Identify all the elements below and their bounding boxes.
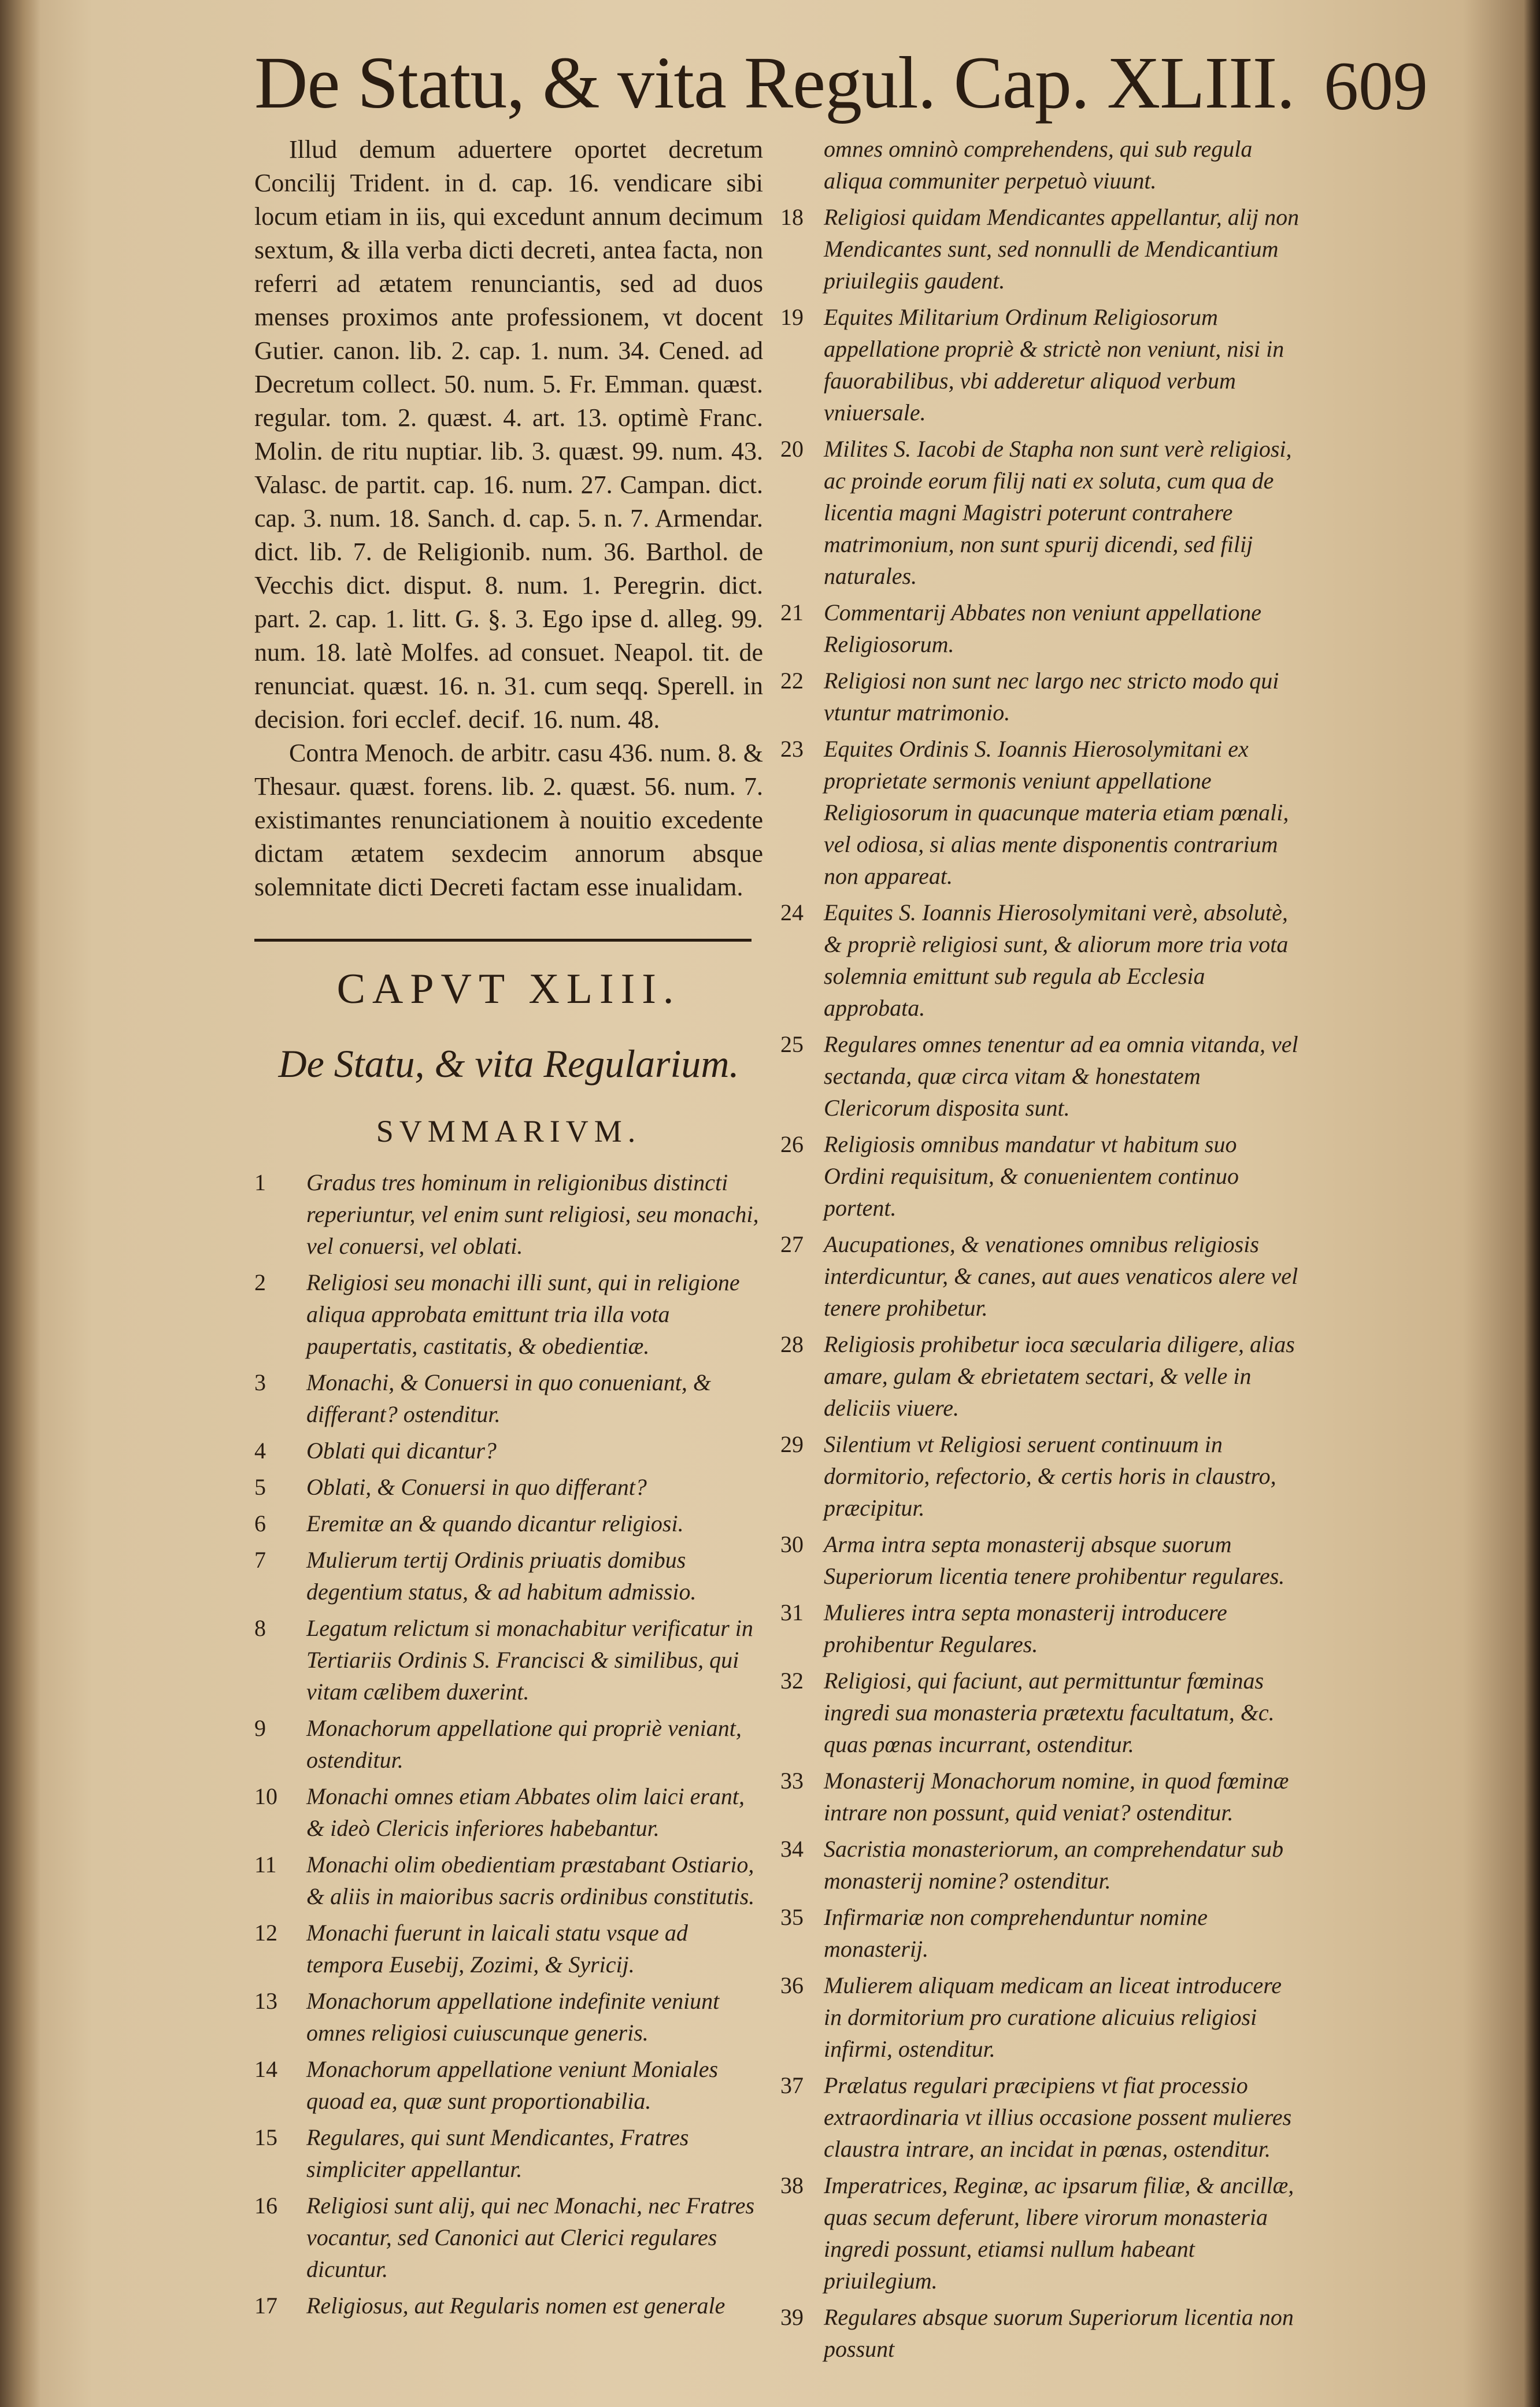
summary-item-text: Monachorum appellatione qui propriè veniant, ostenditur. <box>306 1715 742 1773</box>
summary-item-text: Infirmariæ non comprehenduntur nomine monasterij. <box>824 1904 1208 1962</box>
summary-item <box>254 1917 763 1980</box>
summary-item-number: 27 <box>780 1231 804 1257</box>
summary-item <box>254 1985 763 2049</box>
intro-paragraph: Illud demum aduertere oportet decretum Concilij Trident. in d. cap. 16. vendicare sibi locum etiam in iis, qui excedunt annum decimum sextum, & illa verba dicti decreti, antea facta, non referri ad ætatem renunciantis, sed ad duos menses proximos ante professionem, vt docent Gutier. canon. lib. 2. cap. 1. num. 34. Cened. ad Decretum collect. 50. num. 5. Fr. Emman. quæst. regular. tom. 2. quæst. 4. art. 13. optimè Franc. Molin. de ritu nuptiar. lib. 3. quæst. 99. num. 43. Valasc. de partit. cap. 16. num. 27. Campan. dict. cap. 3. num. 18. Sanch. d. cap. 5. n. 7. Armendar. dict. lib. 7. de Religionib. num. 36. Barthol. de Vecchis dict. disput. 8. num. 1. Peregrin. dict. part. 2. cap. 1. litt. G. §. 3. Ego ipse d. alleg. 99. num. 18. latè Molfes. ad consuet. Neapol. tit. de renunciat. quæst. 16. n. 31. cum seqq. Sperell. in decision. fori ecclef. decif. 16. num. 48. <box>254 135 763 734</box>
summary-item-text: Regulares absque suorum Superiorum licentia non possunt <box>824 2304 1294 2362</box>
summary-item-text: Monachi fuerunt in laicali statu vsque ad tempora Eusebij, Zozimi, & Syricij. <box>306 1920 688 1978</box>
summary-item-text: Arma intra septa monasterij absque suorum Superiorum licentia tenere prohibentur regulares. <box>824 1531 1285 1589</box>
summary-item-number: 37 <box>780 2072 804 2098</box>
summary-item <box>254 1612 763 1708</box>
summary-item-text: Monachi, & Conuersi in quo conueniant, & differant? ostenditur. <box>306 1369 711 1427</box>
summary-item <box>780 2069 1301 2165</box>
section-rule <box>254 939 752 942</box>
summary-list-left <box>254 1167 763 2321</box>
summary-item <box>780 2301 1301 2365</box>
summary-item <box>780 665 1301 728</box>
summary-item <box>254 1435 763 1467</box>
summary-item-text: Sacristia monasteriorum, an comprehendatur sub monasterij nomine? ostenditur. <box>824 1836 1284 1894</box>
summary-item-number: 23 <box>780 736 804 762</box>
summary-item-text: Silentium vt Religiosi seruent continuum in dormitorio, refectorio, & certis horis in claustro, præcipitur. <box>824 1431 1276 1521</box>
summary-item-text: Religiosi quidam Mendicantes appellantur, alij non Mendicantes sunt, sed nonnulli de Mendicantium priuilegiis gaudent. <box>824 204 1300 294</box>
summary-item-text: Regulares omnes tenentur ad ea omnia vitanda, vel sectanda, quæ circa vitam & honestatem Clericorum disposita sunt. <box>824 1031 1298 1121</box>
continuation-text: omnes omninò comprehendens, qui sub regula aliqua communiter perpetuò viuunt. <box>824 136 1253 194</box>
summary-item <box>780 1428 1301 1524</box>
summary-item <box>780 2169 1301 2297</box>
summary-item-number: 39 <box>780 2304 804 2330</box>
running-head <box>254 40 1428 145</box>
summary-item-text: Religiosi, qui faciunt, aut permittuntur fœminas ingredi sua monasteria prætextu facultatum, &c. quas pœnas incurrant, ostenditur. <box>824 1668 1275 1757</box>
summary-item-number: 16 <box>254 2193 277 2219</box>
summary-item-text: Eremitæ an & quando dicantur religiosi. <box>306 1510 684 1536</box>
summary-item-text: Equites Ordinis S. Ioannis Hierosolymitani ex proprietate sermonis veniunt appellatione Religiosorum in quacunque materia etiam pœnali, vel odiosa, si alias mente disponentis contrarium non appareat. <box>824 736 1289 889</box>
summary-item-text: Religiosis omnibus mandatur vt habitum suo Ordini requisitum, & conuenientem continuo portent. <box>824 1131 1239 1221</box>
right-column <box>780 133 1301 2369</box>
summary-item-text: Religiosis prohibetur ioca sæcularia diligere, alias amare, gulam & ebrietatem sectari, & velle in deliciis viuere. <box>824 1331 1295 1421</box>
summary-item <box>780 1028 1301 1124</box>
summary-item-number: 38 <box>780 2172 804 2198</box>
summary-item-text: Mulierem aliquam medicam an liceat introducere in dormitorium pro curatione alicuius religiosi infirmi, ostenditur. <box>824 1972 1282 2062</box>
summary-item-number: 14 <box>254 2056 277 2082</box>
summarium-heading: SVMMARIVM. <box>376 1114 642 1149</box>
summary-item-number: 20 <box>780 436 804 462</box>
summary-item <box>780 897 1301 1024</box>
summary-item-number: 30 <box>780 1531 804 1557</box>
summary-continuation <box>780 133 1301 197</box>
summary-item-text: Monasterij Monachorum nomine, in quod fœminæ intrare non possunt, quid veniat? ostenditur. <box>824 1768 1289 1825</box>
summary-item-number: 21 <box>780 599 804 625</box>
summary-item-text: Religiosi non sunt nec largo nec stricto modo qui vtuntur matrimonio. <box>824 668 1279 725</box>
summary-item <box>254 1849 763 1912</box>
summary-list-right <box>780 201 1301 2365</box>
summary-item-number: 13 <box>254 1988 277 2014</box>
summary-item-text: Mulierum tertij Ordinis priuatis domibus degentium status, & ad habitum admissio. <box>306 1547 697 1605</box>
summary-item-text: Gradus tres hominum in religionibus distincti reperiuntur, vel enim sunt religiosi, seu monachi, vel conuersi, vel oblati. <box>306 1169 759 1259</box>
summary-item-number: 19 <box>780 304 804 330</box>
summary-item-text: Equites S. Ioannis Hierosolymitani verè, absolutè, & propriè religiosi sunt, & aliorum more tria vota solemnia emittunt sub regula ab Ecclesia approbata. <box>824 899 1289 1021</box>
summary-item-number: 1 <box>254 1169 266 1195</box>
summary-item <box>254 1471 763 1503</box>
summary-item <box>254 1508 763 1539</box>
summary-item-number: 36 <box>780 1972 804 1998</box>
summary-item-number: 33 <box>780 1768 804 1794</box>
summary-item <box>254 2121 763 2185</box>
summary-item <box>780 1765 1301 1828</box>
summary-item-number: 5 <box>254 1474 266 1500</box>
summary-item <box>780 1328 1301 1424</box>
summary-item-number: 2 <box>254 1269 266 1295</box>
summary-item-text: Regulares, qui sunt Mendicantes, Fratres simpliciter appellantur. <box>306 2124 689 2182</box>
summary-item-number: 28 <box>780 1331 804 1357</box>
summary-item-number: 6 <box>254 1510 266 1536</box>
summary-item <box>780 1228 1301 1324</box>
summary-item <box>780 433 1301 592</box>
summary-item <box>780 597 1301 660</box>
page-number: 609 <box>1324 47 1428 124</box>
caput-heading: CAPVT XLIII. <box>336 965 681 1013</box>
summary-item-text: Religiosus, aut Regularis nomen est generale <box>306 2293 725 2319</box>
summary-item <box>254 2053 763 2117</box>
page-edge-shadow <box>1524 0 1540 2407</box>
summary-item-number: 34 <box>780 1836 804 1862</box>
chapter-title: De Statu, & vita Regularium. <box>278 1042 739 1086</box>
summary-item-text: Oblati qui dicantur? <box>306 1438 497 1464</box>
summary-item-number: 35 <box>780 1904 804 1930</box>
summary-item-text: Monachi olim obedientiam præstabant Ostiario, & aliis in maioribus sacris ordinibus constitutis. <box>306 1851 755 1909</box>
summary-item-number: 11 <box>254 1851 277 1878</box>
summary-item-number: 12 <box>254 1920 277 1946</box>
summary-item <box>254 1544 763 1608</box>
summary-item <box>780 201 1301 297</box>
summary-item-number: 7 <box>254 1547 266 1573</box>
summary-item-text: Religiosi sunt alij, qui nec Monachi, nec Fratres vocantur, sed Canonici aut Clerici regulares dicuntur. <box>306 2193 755 2282</box>
summary-item-text: Milites S. Iacobi de Stapha non sunt verè religiosi, ac proinde eorum filij nati ex soluta, cum qua de licentia magni Magistri poterunt contrahere matrimonium, non sunt spurij dicendi, sed filij naturales. <box>824 436 1292 589</box>
summary-item <box>780 1528 1301 1592</box>
summary-item <box>780 733 1301 892</box>
page-gutter <box>0 0 40 2407</box>
summary-item-text: Religiosi seu monachi illi sunt, qui in religione aliqua approbata emittunt tria illa vota paupertatis, castitatis, & obedientiæ. <box>306 1269 740 1359</box>
summary-item-number: 31 <box>780 1599 804 1625</box>
summary-item <box>780 1665 1301 1760</box>
summary-item-number: 15 <box>254 2124 277 2150</box>
summary-item-number: 17 <box>254 2293 277 2319</box>
running-head-title: De Statu, & vita Regul. Cap. XLIII. <box>254 42 1295 124</box>
summary-item-number: 3 <box>254 1369 266 1395</box>
summary-item <box>780 1128 1301 1224</box>
summary-item <box>780 1597 1301 1660</box>
summary-item-text: Aucupationes, & venationes omnibus religiosis interdicuntur, & canes, aut aues venaticos alere vel tenere prohibetur. <box>824 1231 1298 1321</box>
summary-item-number: 9 <box>254 1715 266 1741</box>
summary-item <box>780 301 1301 428</box>
summary-item-number: 10 <box>254 1783 277 1809</box>
summary-item-text: Monachi omnes etiam Abbates olim laici erant, & ideò Clericis inferiores habebantur. <box>306 1783 745 1841</box>
summary-item-number: 18 <box>780 204 804 230</box>
summary-item-text: Commentarij Abbates non veniunt appellatione Religiosorum. <box>824 599 1261 657</box>
summary-item-text: Oblati, & Conuersi in quo differant? <box>306 1474 647 1500</box>
summary-item-number: 22 <box>780 668 804 694</box>
summary-item <box>254 2290 763 2321</box>
summary-item-number: 25 <box>780 1031 804 1057</box>
summary-item <box>780 1969 1301 2065</box>
summary-item-text: Imperatrices, Reginæ, ac ipsarum filiæ, & ancillæ, quas secum deferunt, libere virorum monasteria ingredi possunt, etiamsi nullum habeant priuilegium. <box>824 2172 1294 2294</box>
left-column <box>254 133 763 2326</box>
summary-item-text: Equites Militarium Ordinum Religiosorum appellatione propriè & strictè non veniunt, nisi in fauorabilibus, vbi adderetur aliquod verbum vniuersale. <box>824 304 1284 425</box>
summary-item-text: Prælatus regulari præcipiens vt fiat processio extraordinaria vt illius occasione possent mulieres claustra intrare, an incidat in pœnas, ostenditur. <box>824 2072 1292 2162</box>
intro-paragraph: Contra Menoch. de arbitr. casu 436. num. 8. & Thesaur. quæst. forens. lib. 2. quæst. 56. num. 7. existimantes renunciationem à nouitio excedente dictam ætatem sexdecim annorum absque solemnitate dicti Decreti factam esse inualidam. <box>254 739 763 901</box>
summary-item-number: 29 <box>780 1431 804 1457</box>
summary-item <box>254 1267 763 1362</box>
summary-item-number: 8 <box>254 1615 266 1641</box>
summary-item <box>254 1367 763 1430</box>
summary-item-text: Mulieres intra septa monasterij introducere prohibentur Regulares. <box>824 1599 1227 1657</box>
summary-item <box>254 1712 763 1776</box>
summary-item <box>254 1780 763 1844</box>
summary-item <box>780 1901 1301 1965</box>
summary-item-number: 32 <box>780 1668 804 1694</box>
summary-item-text: Monachorum appellatione indefinite veniunt omnes religiosi cuiuscunque generis. <box>306 1988 720 2046</box>
summary-item-number: 24 <box>780 899 804 925</box>
summary-item-text: Legatum relictum si monachabitur verificatur in Tertiariis Ordinis S. Francisci & similibus, qui vitam cælibem duxerint. <box>306 1615 753 1705</box>
summary-item <box>254 2190 763 2285</box>
summary-item-text: Monachorum appellatione veniunt Moniales quoad ea, quæ sunt proportionabilia. <box>306 2056 719 2114</box>
summary-item <box>254 1167 763 1262</box>
summary-item-number: 26 <box>780 1131 804 1157</box>
summary-item-number: 4 <box>254 1438 266 1464</box>
summary-item <box>780 1833 1301 1897</box>
